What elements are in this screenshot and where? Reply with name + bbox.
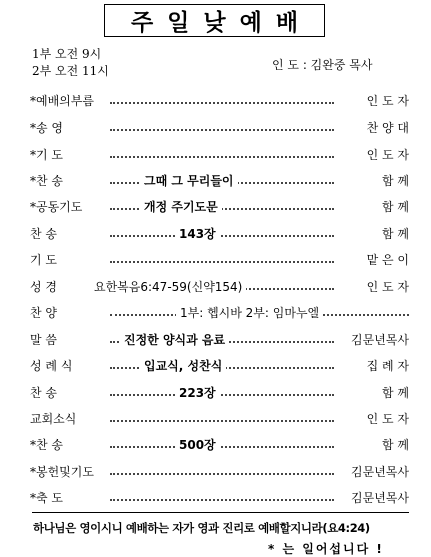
service-row — [30, 384, 409, 404]
service-item-label: 찬 양 — [30, 306, 57, 320]
service-item-detail: 개정 주기도문 — [140, 198, 222, 215]
service-item-role: 김문년목사 — [351, 465, 409, 479]
service-item-role: 찬 양 대 — [366, 121, 409, 135]
service-row — [30, 304, 409, 324]
service-row — [30, 198, 409, 218]
service-item-detail: 143장 — [175, 225, 220, 242]
service-item-role: 인 도 자 — [366, 280, 409, 294]
service-item-role: 인 도 자 — [366, 94, 409, 108]
service-row — [30, 410, 409, 430]
service-item-label: 찬 송 — [30, 386, 57, 400]
service-item-role: 인 도 자 — [366, 412, 409, 426]
service-item-label: *기 도 — [30, 148, 63, 162]
service-row — [30, 357, 409, 377]
service-item-detail: 1부: 헵시바 2부: 임마누엘 — [176, 304, 323, 321]
service-item-detail: 입교식, 성찬식 — [140, 357, 226, 374]
service-row — [30, 278, 409, 298]
service-item-label: *축 도 — [30, 491, 63, 505]
leader-dots — [110, 129, 334, 131]
service-item-role: 함 께 — [382, 174, 409, 188]
service-item-detail: 500장 — [175, 436, 220, 453]
leader-dots — [110, 235, 334, 237]
service-item-detail: 요한복음6:47-59(신약154) — [90, 278, 246, 295]
service-item-role: 함 께 — [382, 227, 409, 241]
service-item-role: 김문년목사 — [351, 491, 409, 505]
service-item-label: *공동기도 — [30, 200, 83, 214]
service-item-detail: 223장 — [175, 384, 220, 401]
service-time-1: 1부 오전 9시 — [32, 47, 102, 61]
service-item-role: 집 례 자 — [366, 359, 409, 373]
service-row — [30, 146, 409, 166]
service-row — [30, 172, 409, 192]
service-item-role: 함 께 — [382, 200, 409, 214]
divider — [32, 512, 409, 513]
service-item-label: 말 씀 — [30, 333, 57, 347]
service-item-label: 성 례 식 — [30, 359, 73, 373]
service-time-2: 2부 오전 11시 — [32, 64, 109, 78]
leader-dots — [110, 156, 334, 158]
service-item-label: *찬 송 — [30, 174, 63, 188]
page-title: 주일낮예배 — [104, 4, 325, 37]
service-item-label: *예배의부름 — [30, 94, 94, 108]
scripture-verse: 하나님은 영이시니 예배하는 자가 영과 진리로 예배할지니라(요4:24) — [33, 521, 370, 535]
service-row — [30, 463, 409, 483]
service-row — [30, 225, 409, 245]
service-item-role: 함 께 — [382, 438, 409, 452]
service-row — [30, 331, 409, 351]
standing-note: * 는 일어섭니다 ! — [268, 542, 384, 556]
service-item-role: 인 도 자 — [366, 148, 409, 162]
service-row — [30, 251, 409, 271]
service-item-label: *송 영 — [30, 121, 63, 135]
service-row — [30, 436, 409, 456]
officiant: 인 도 : 김완중 목사 — [272, 58, 373, 72]
service-row — [30, 119, 409, 139]
service-item-label: 기 도 — [30, 253, 57, 267]
leader-dots — [110, 446, 334, 448]
leader-dots — [110, 499, 334, 501]
leader-dots — [110, 102, 334, 104]
service-item-role: 함 께 — [382, 386, 409, 400]
leader-dots — [110, 473, 334, 475]
service-item-detail: 그때 그 무리들이 — [140, 172, 238, 189]
service-item-label: *찬 송 — [30, 438, 63, 452]
service-item-label: *봉헌및기도 — [30, 465, 94, 479]
service-row — [30, 489, 409, 509]
service-item-label: 교회소식 — [30, 412, 77, 426]
service-item-label: 성 경 — [30, 280, 57, 294]
service-item-detail: 진정한 양식과 음료 — [120, 331, 229, 348]
service-row — [30, 92, 409, 112]
service-item-label: 찬 송 — [30, 227, 57, 241]
service-item-role: 김문년목사 — [351, 333, 409, 347]
leader-dots — [110, 261, 334, 263]
leader-dots — [110, 420, 334, 422]
leader-dots — [110, 394, 334, 396]
service-item-role: 맡 은 이 — [366, 253, 409, 267]
